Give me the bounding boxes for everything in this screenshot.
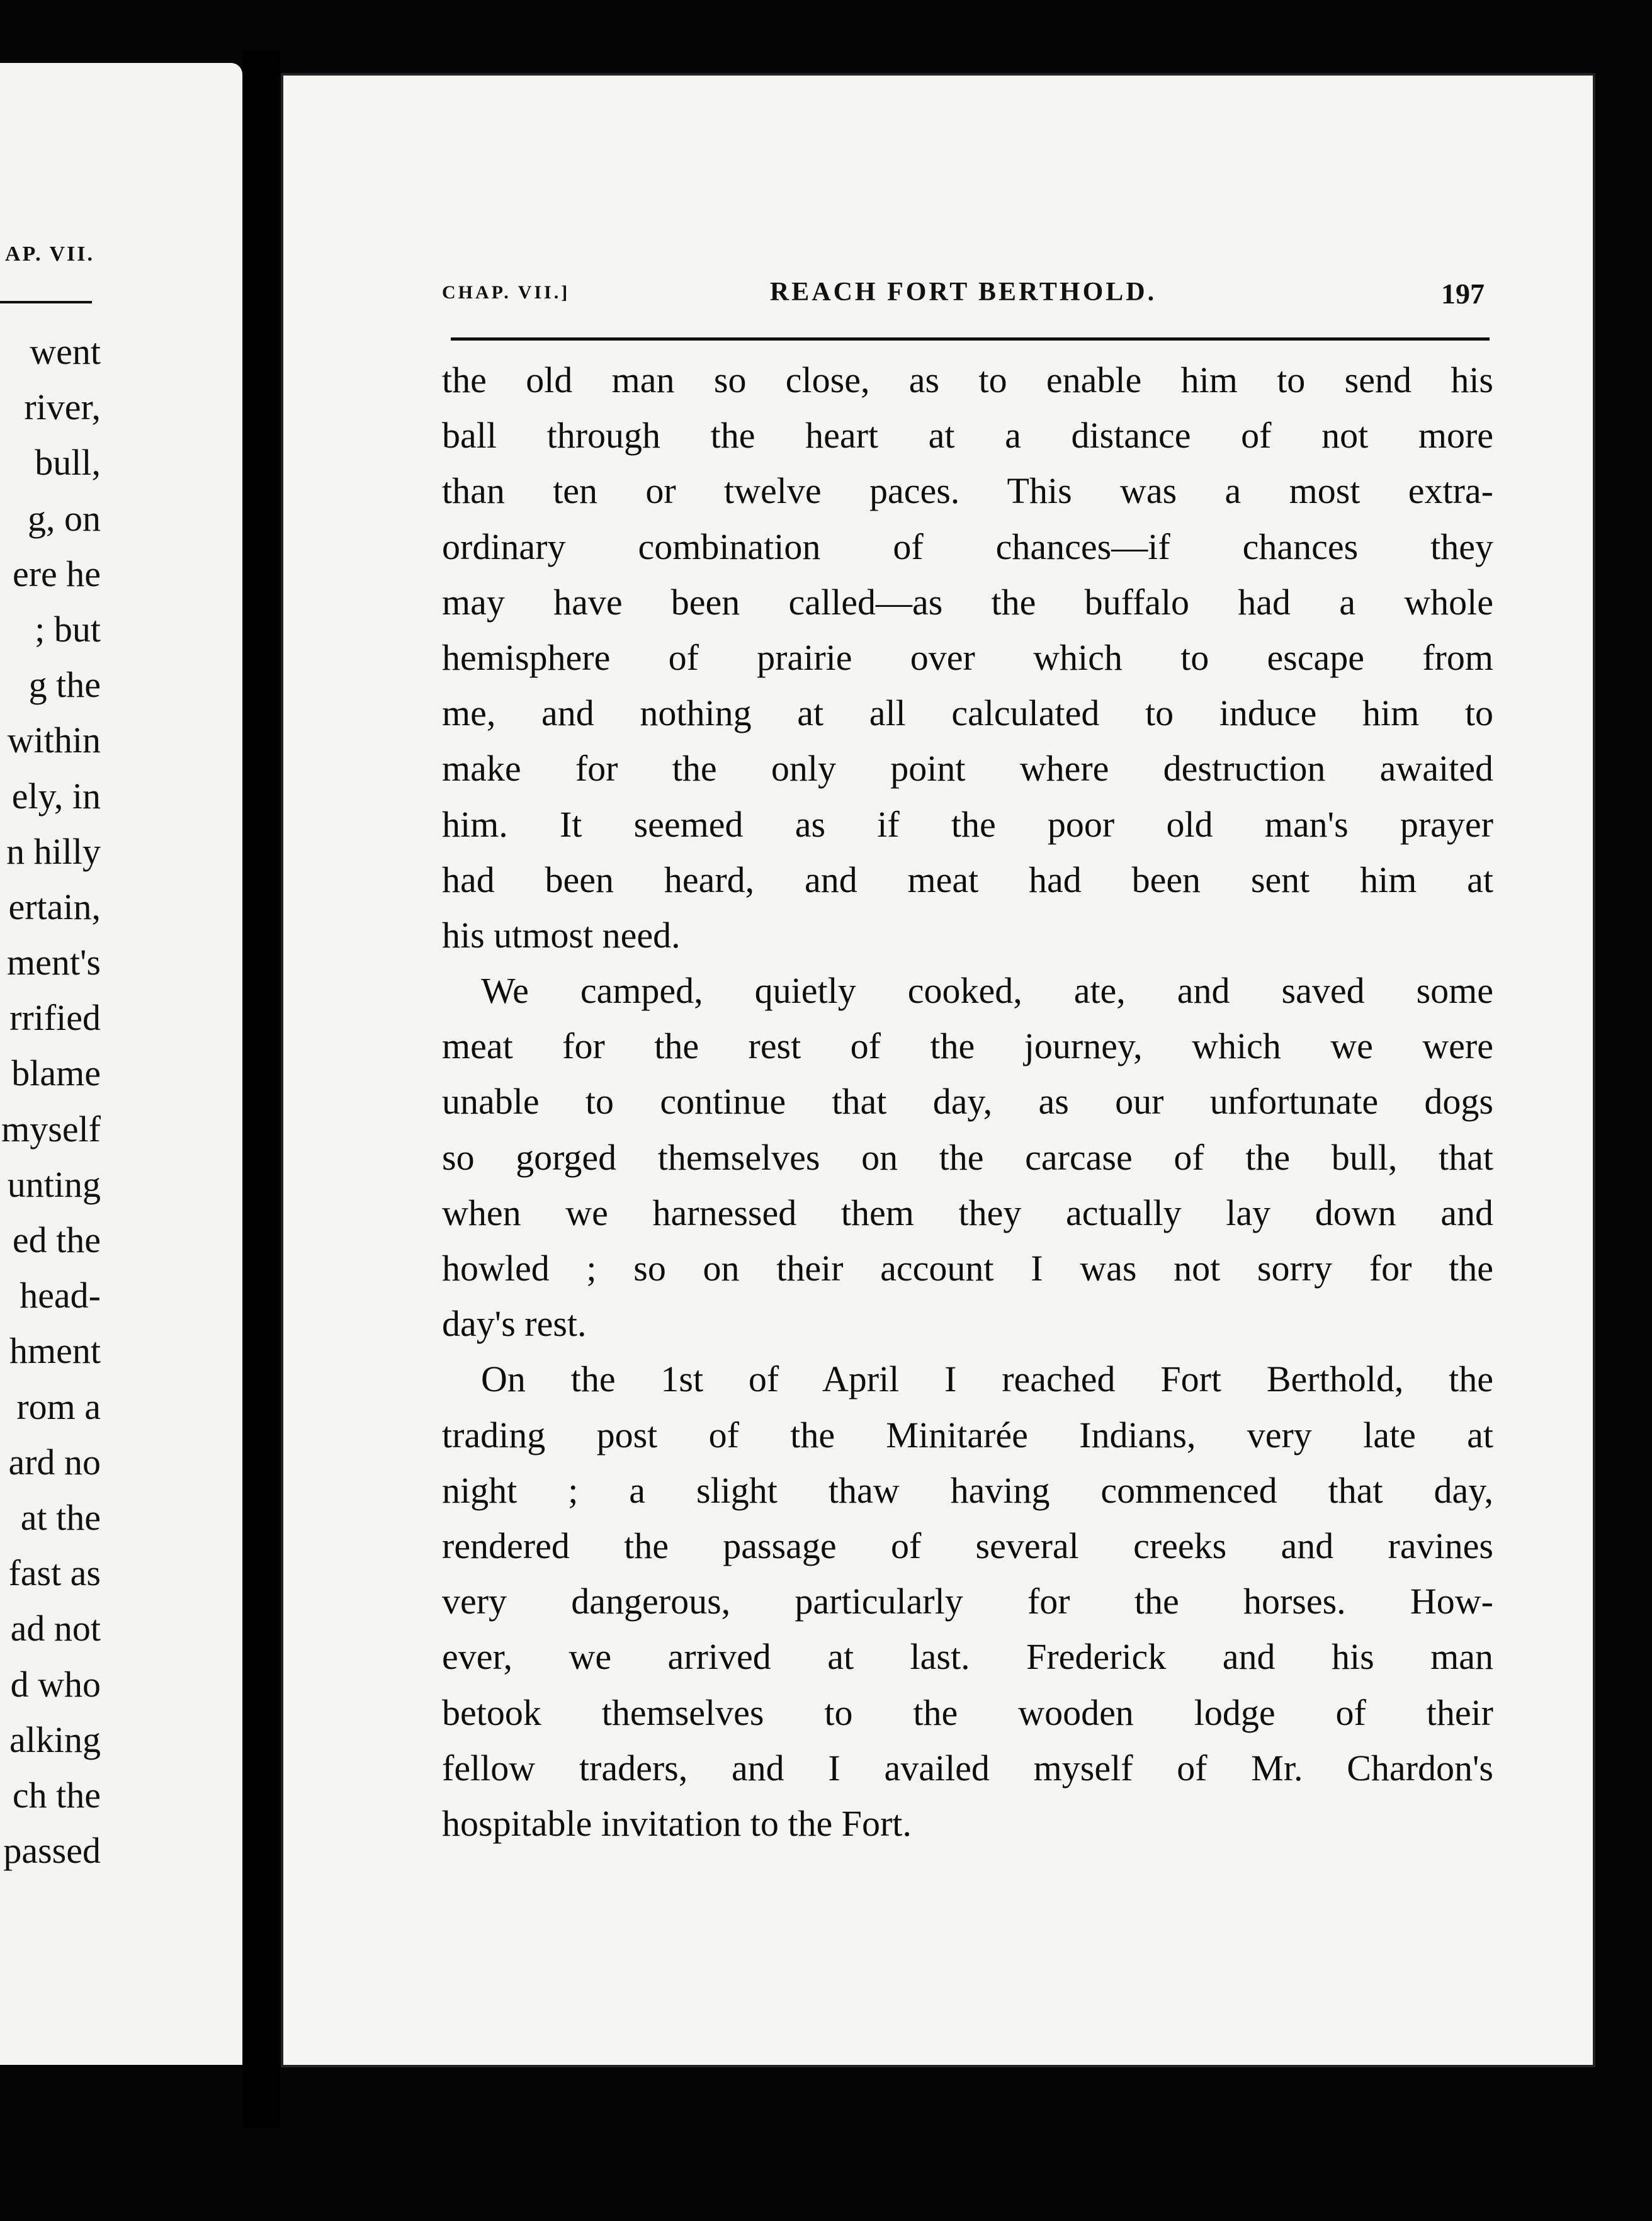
previous-page-running-head: AP. VII. bbox=[4, 242, 94, 266]
previous-page-line: river, bbox=[24, 387, 101, 428]
previous-page-line: ed the bbox=[12, 1219, 101, 1260]
previous-page-line: at the bbox=[20, 1496, 101, 1538]
previous-page-line: ertain, bbox=[8, 886, 101, 927]
paragraph bbox=[442, 353, 1493, 963]
previous-page-head-rule bbox=[0, 301, 92, 303]
previous-page-line: passed bbox=[3, 1830, 101, 1872]
previous-page-line: ere he bbox=[12, 553, 101, 594]
previous-page-line: rom a bbox=[16, 1386, 101, 1427]
text-line: howled ; so on their account I was not sorry for the bbox=[442, 1248, 1493, 1289]
paragraph bbox=[442, 963, 1493, 1352]
text-line: the old man so close, as to enable him to send his bbox=[442, 359, 1493, 400]
current-page bbox=[281, 73, 1595, 2067]
text-line: so gorged themselves on the carcase of the bull, that bbox=[442, 1136, 1493, 1178]
text-line: me, and nothing at all calculated to induce him to bbox=[442, 692, 1493, 734]
text-line: may have been called—as the buffalo had a whole bbox=[442, 581, 1493, 623]
text-line: his utmost need. bbox=[442, 914, 681, 956]
text-line: than ten or twelve paces. This was a most extra- bbox=[442, 470, 1493, 512]
previous-page-line: myself bbox=[1, 1108, 101, 1150]
text-line: had been heard, and meat had been sent him at bbox=[442, 859, 1493, 900]
head-rule bbox=[451, 337, 1490, 341]
previous-page-line: ely, in bbox=[11, 775, 101, 817]
previous-page-line: ment's bbox=[7, 942, 101, 983]
previous-page-line: d who bbox=[10, 1663, 101, 1705]
text-line: hospitable invitation to the Fort. bbox=[442, 1802, 912, 1844]
previous-page-text bbox=[1, 324, 101, 1879]
text-line: when we harnessed them they actually lay down and bbox=[442, 1192, 1493, 1233]
previous-page-line: ; but bbox=[35, 608, 101, 650]
text-line: him. It seemed as if the poor old man's prayer bbox=[442, 803, 1493, 845]
body-text bbox=[442, 353, 1493, 1851]
text-line: meat for the rest of the journey, which we were bbox=[442, 1026, 1493, 1067]
text-line: ever, we arrived at last. Frederick and his man bbox=[442, 1636, 1493, 1678]
text-line: night ; a slight thaw having commenced that day, bbox=[442, 1469, 1493, 1511]
text-line: ordinary combination of chances—if chances they bbox=[442, 526, 1493, 567]
running-title: REACH FORT BERTHOLD. bbox=[769, 278, 1157, 307]
previous-page-line: within bbox=[7, 720, 101, 761]
text-line: trading post of the Minitarée Indians, very late at bbox=[442, 1414, 1493, 1455]
previous-page-line: hment bbox=[9, 1330, 101, 1372]
previous-page-line: n hilly bbox=[6, 830, 101, 872]
previous-page-line: ad not bbox=[10, 1608, 101, 1649]
book-gutter bbox=[242, 50, 280, 2128]
previous-page-line: unting bbox=[7, 1163, 101, 1205]
text-line: hemisphere of prairie over which to escape from bbox=[442, 636, 1493, 678]
text-line: ball through the heart at a distance of not more bbox=[442, 415, 1493, 456]
text-line: day's rest. bbox=[442, 1303, 587, 1345]
previous-page-line: ch the bbox=[12, 1774, 101, 1816]
previous-page-line: went bbox=[30, 331, 101, 372]
paragraph bbox=[442, 1352, 1493, 1851]
previous-page-line: g, on bbox=[28, 497, 101, 539]
previous-page-line: rrified bbox=[9, 997, 101, 1039]
running-head bbox=[442, 277, 1485, 315]
text-line: On the 1st of April I reached Fort Berthold, the bbox=[481, 1359, 1493, 1400]
previous-page-line: ard no bbox=[8, 1441, 101, 1483]
text-line: We camped, quietly cooked, ate, and saved some bbox=[481, 970, 1493, 1012]
text-line: fellow traders, and I availed myself of Mr. Chardon's bbox=[442, 1747, 1493, 1789]
text-line: very dangerous, particularly for the horses. How- bbox=[442, 1581, 1493, 1622]
previous-page-line: fast as bbox=[8, 1552, 101, 1594]
previous-page bbox=[0, 63, 242, 2065]
previous-page-line: bull, bbox=[35, 442, 101, 483]
chapter-label: CHAP. VII.] bbox=[442, 282, 570, 303]
text-line: unable to continue that day, as our unfortunate dogs bbox=[442, 1081, 1493, 1122]
previous-page-line: blame bbox=[11, 1053, 101, 1094]
text-line: rendered the passage of several creeks and ravines bbox=[442, 1525, 1493, 1566]
previous-page-line: head- bbox=[20, 1275, 101, 1316]
page-number: 197 bbox=[1441, 278, 1485, 310]
previous-page-line: g the bbox=[28, 664, 101, 706]
text-line: make for the only point where destruction awaited bbox=[442, 748, 1493, 789]
previous-page-line: alking bbox=[9, 1719, 101, 1760]
text-line: betook themselves to the wooden lodge of their bbox=[442, 1692, 1493, 1733]
